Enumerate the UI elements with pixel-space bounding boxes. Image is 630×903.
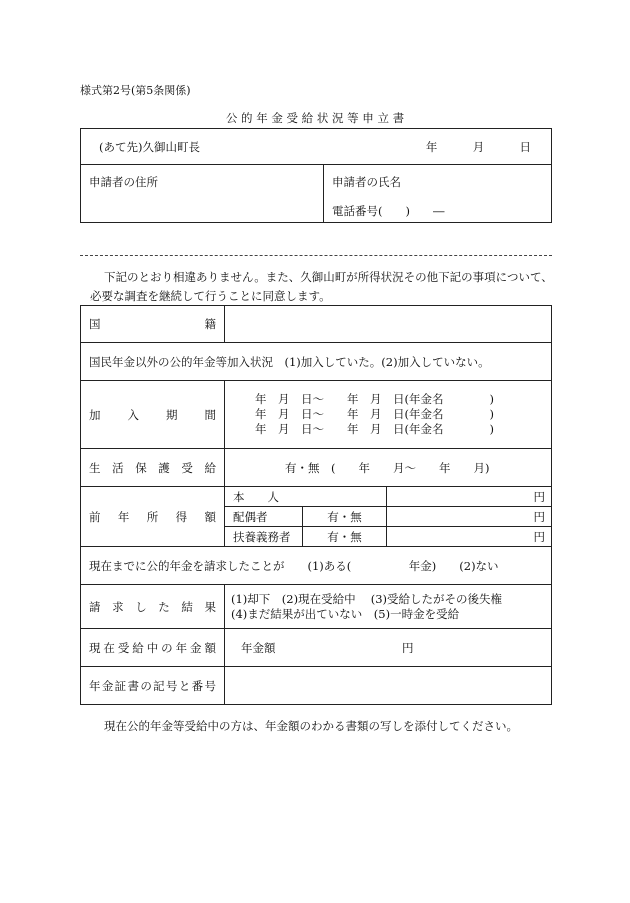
page-title: 公 的 年 金 受 給 状 況 等 申 立 書 — [225, 111, 405, 125]
nationality-label: 国 籍 — [81, 306, 225, 343]
income-amount-dependent[interactable]: 円 — [387, 527, 552, 547]
income-who: 本 人 — [225, 487, 387, 507]
consent-line-2: 必要な調査を継続して行うことに同意します。 — [90, 289, 331, 303]
period-line: 年 月 日～ 年 月 日(年金名 ) — [255, 392, 494, 406]
dependent-flag[interactable]: 有・無 — [303, 527, 387, 547]
period-line: 年 月 日～ 年 月 日(年金名 ) — [255, 422, 494, 436]
welfare-field[interactable]: 有・無 ( 年 月～ 年 月) — [225, 449, 552, 487]
income-amount-self[interactable]: 円 — [387, 487, 552, 507]
income-label: 前年所得額 — [81, 487, 225, 547]
current-amount-field[interactable]: 年金額 円 — [225, 629, 552, 667]
addressee: (あて先)久御山町長 — [99, 139, 200, 154]
certificate-field[interactable] — [225, 667, 552, 705]
date-day-label: 日 — [519, 139, 531, 154]
enrollment-status-row[interactable]: 国民年金以外の公的年金等加入状況 (1)加入していた。(2)加入していない。 — [81, 343, 552, 381]
pension-status-table — [80, 305, 552, 705]
claimed-row[interactable]: 現在までに公的年金を請求したことが (1)ある( 年金) (2)ない — [81, 547, 552, 585]
address-label: 申請者の住所 — [89, 175, 158, 189]
applicant-address-field[interactable] — [81, 165, 324, 223]
result-line-1: (1)却下 (2)現在受給中 (3)受給したがその後失権 — [231, 591, 503, 606]
date-month-label: 月 — [472, 139, 485, 154]
spouse-flag[interactable]: 有・無 — [303, 507, 387, 527]
current-amount-label: 現在受給中の年金額 — [81, 629, 225, 667]
date-year-label: 年 — [425, 139, 438, 154]
applicant-box — [80, 128, 552, 223]
name-label: 申請者の氏名 — [332, 175, 401, 189]
period-label: 加入期間 — [81, 381, 225, 449]
period-field[interactable] — [225, 381, 552, 449]
result-field[interactable] — [225, 585, 552, 629]
form-number: 様式第2号(第5条関係) — [80, 84, 191, 97]
footer-note: 現在公的年金等受給中の方は、年金額のわかる書類の写しを添付してください。 — [104, 719, 518, 733]
consent-line-1: 下記のとおり相違ありません。また、久御山町が所得状況その他下記の事項について、 — [104, 270, 553, 284]
period-line: 年 月 日～ 年 月 日(年金名 ) — [255, 407, 494, 421]
income-amount-spouse[interactable]: 円 — [387, 507, 552, 527]
result-line-2: (4)まだ結果が出ていない (5)一時金を受給 — [231, 606, 460, 621]
certificate-label: 年金証書の記号と番号 — [81, 667, 225, 705]
phone-label: 電話番号( ) ― — [332, 204, 445, 218]
cut-line — [80, 255, 552, 256]
addressee-row — [81, 129, 552, 165]
nationality-field[interactable] — [225, 306, 552, 343]
income-who: 扶養義務者 — [225, 527, 303, 547]
income-who: 配偶者 — [225, 507, 303, 527]
result-label: 請求した結果 — [81, 585, 225, 629]
welfare-label: 生活保護受給 — [81, 449, 225, 487]
applicant-name-field[interactable] — [324, 165, 552, 223]
